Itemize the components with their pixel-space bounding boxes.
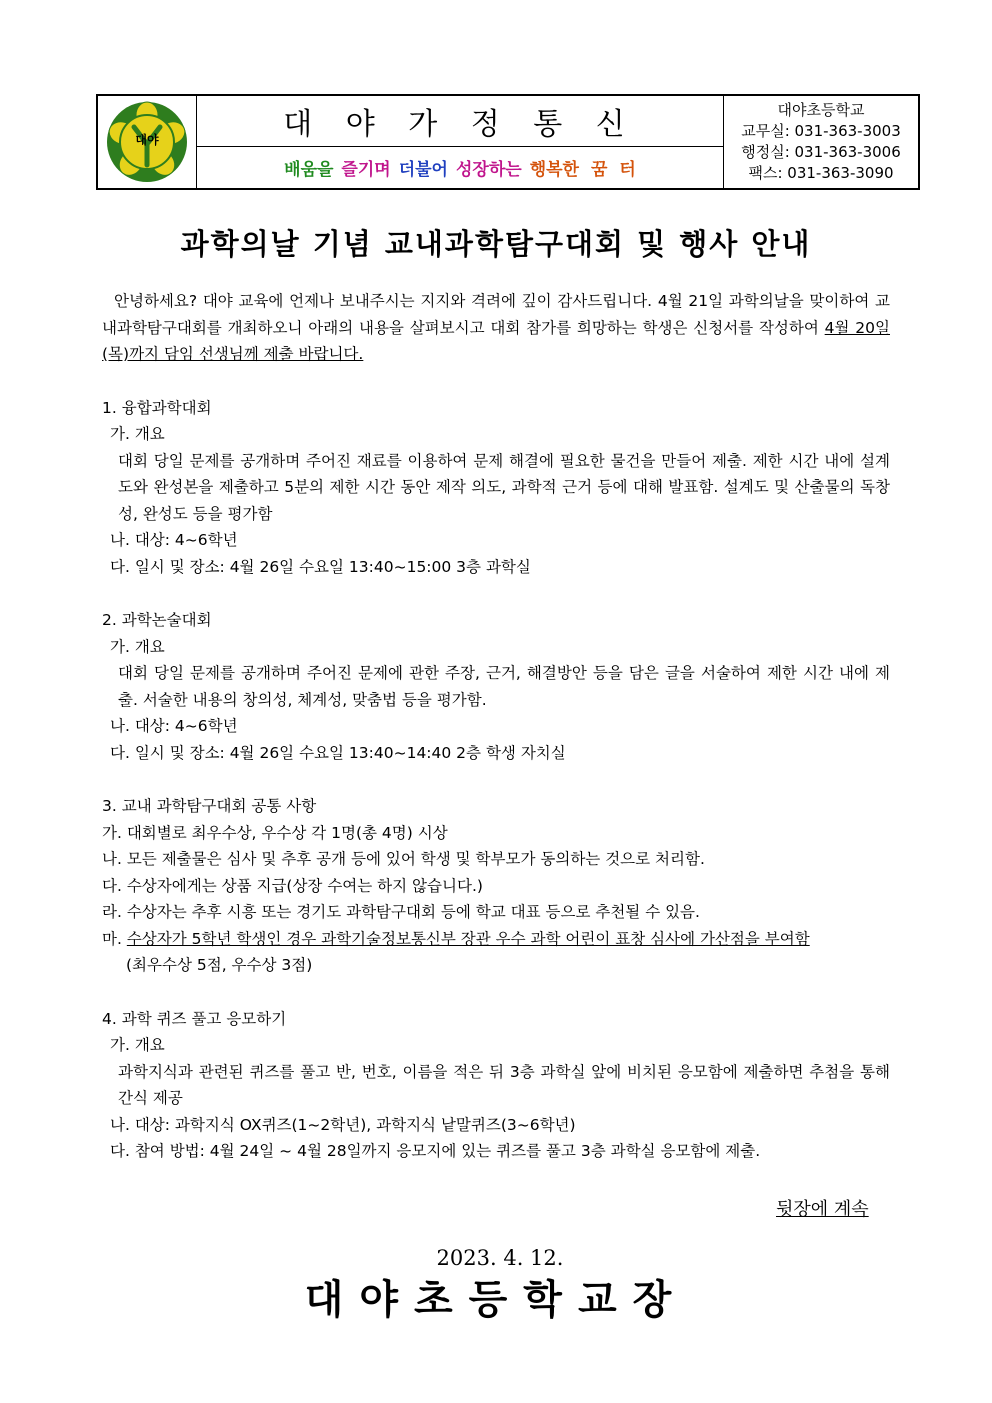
section-3-c: 다. 수상자에게는 상품 지급(상장 수여는 하지 않습니다.) bbox=[102, 876, 483, 895]
motto-word: 즐기며 bbox=[341, 160, 391, 180]
section-4-title: 4. 과학 퀴즈 풀고 응모하기 bbox=[102, 1009, 287, 1028]
section-3-title: 3. 교내 과학탐구대회 공통 사항 bbox=[102, 797, 317, 815]
section-1-a-text: 대회 당일 문제를 공개하며 주어진 재료를 이용하여 문제 해결에 필요한 물건을 만들어 제출. 제한 시간 내에 설계도와 완성본을 제출하고 5분의 제한 시간 동안 제작 의도, 과학적 근거 등에 대해 발표함. 설계도 및 산출물의 독창성, 완성도 등을 평가함 bbox=[118, 451, 890, 523]
newsletter-header bbox=[96, 94, 920, 190]
section-4-b: 나. 대상: 과학지식 OX퀴즈(1~2학년), 과학지식 낱말퀴즈(3~6학년) bbox=[110, 1115, 576, 1134]
motto-word: 터 bbox=[619, 160, 636, 180]
section-1-b: 나. 대상: 4~6학년 bbox=[110, 531, 238, 549]
continued-note: 뒷장에 계속 bbox=[776, 1199, 869, 1220]
admin-phone: 행정실: 031-363-3006 bbox=[741, 143, 901, 161]
newsletter-title: 대 야 가 정 통 신 bbox=[197, 96, 723, 147]
logo-text: 대야 bbox=[135, 133, 159, 147]
issue-date: 2023. 4. 12. bbox=[436, 1246, 564, 1270]
section-3-e-note: (최우수상 5점, 우수상 3점) bbox=[126, 956, 313, 974]
header-title-cell bbox=[197, 96, 724, 188]
section-2-title: 2. 과학논술대회 bbox=[102, 611, 212, 629]
school-logo-cell bbox=[98, 96, 197, 188]
motto-word: 더불어 bbox=[398, 160, 448, 180]
section-3-e-prefix: 마. bbox=[102, 929, 127, 948]
section-1-c: 다. 일시 및 장소: 4월 26일 수요일 13:40~15:00 3층 과학실 bbox=[110, 557, 531, 576]
office-phone: 교무실: 031-363-3003 bbox=[741, 122, 901, 140]
school-name: 대야초등학교 bbox=[777, 101, 865, 119]
section-4-a-label: 가. 개요 bbox=[110, 1036, 165, 1054]
section-4-a-text: 과학지식과 관련된 퀴즈를 풀고 반, 번호, 이름을 적은 뒤 3층 과학실 앞에 비치된 응모함에 제출하면 추첨을 통해 간식 제공 bbox=[118, 1062, 890, 1107]
motto-word: 성장하는 bbox=[455, 160, 522, 180]
section-3-e bbox=[102, 926, 890, 953]
section-2-c: 다. 일시 및 장소: 4월 26일 수요일 13:40~14:40 2층 학생 자치실 bbox=[110, 743, 566, 762]
contact-info bbox=[724, 96, 918, 188]
intro-text: 안녕하세요? 대야 교육에 언제나 보내주시는 지지와 격려에 깊이 감사드립니다. 4월 21일 과학의날을 맞이하여 교내과학탐구대회를 개최하오니 아래의 내용을 살펴보시고 대회 참가를 희망하는 학생은 신청서를 작성하여 bbox=[102, 292, 890, 337]
fax-number: 팩스: 031-363-3090 bbox=[748, 164, 894, 182]
document-title: 과학의날 기념 교내과학탐구대회 및 행사 안내 bbox=[180, 227, 812, 261]
motto-word: 배움을 bbox=[284, 160, 334, 180]
intro-deadline: 4월 20일(목)까지 담임 선생님께 제출 바랍니다. bbox=[102, 318, 890, 363]
principal-signature: 대야초등학교장 bbox=[304, 1277, 688, 1323]
section-3-b: 나. 모든 제출물은 심사 및 추후 공개 등에 있어 학생 및 학부모가 동의하는 것으로 처리함. bbox=[102, 850, 705, 868]
section-3-e-text: 수상자가 5학년 학생인 경우 과학기술정보통신부 장관 우수 과학 어린이 표창 심사에 가산점을 부여함 bbox=[126, 929, 810, 948]
section-3-a: 가. 대회별로 최우수상, 우수상 각 1명(총 4명) 시상 bbox=[102, 823, 448, 842]
motto-word: 꿈 bbox=[590, 160, 608, 180]
section-2-b: 나. 대상: 4~6학년 bbox=[110, 717, 238, 735]
section-2-a-text: 대회 당일 문제를 공개하며 주어진 문제에 관한 주장, 근거, 해결방안 등을 담은 글을 서술하여 제한 시간 내에 제출. 서술한 내용의 창의성, 체계성, 맞춤법 등을 평가함. bbox=[118, 664, 890, 709]
motto-word: 행복한 bbox=[529, 160, 579, 180]
section-1-title: 1. 융합과학대회 bbox=[102, 398, 212, 417]
school-emblem-icon bbox=[104, 99, 190, 185]
intro-paragraph bbox=[102, 288, 890, 368]
school-motto bbox=[197, 147, 723, 188]
section-2-a-label: 가. 개요 bbox=[110, 637, 165, 656]
section-1-a-label: 가. 개요 bbox=[110, 425, 165, 443]
section-4-c: 다. 참여 방법: 4월 24일 ~ 4월 28일까지 응모지에 있는 퀴즈를 풀고 3층 과학실 응모함에 제출. bbox=[110, 1142, 761, 1160]
document-body bbox=[102, 288, 890, 1165]
section-3-d: 라. 수상자는 추후 시흥 또는 경기도 과학탐구대회 등에 학교 대표 등으로 추천될 수 있음. bbox=[102, 903, 700, 921]
